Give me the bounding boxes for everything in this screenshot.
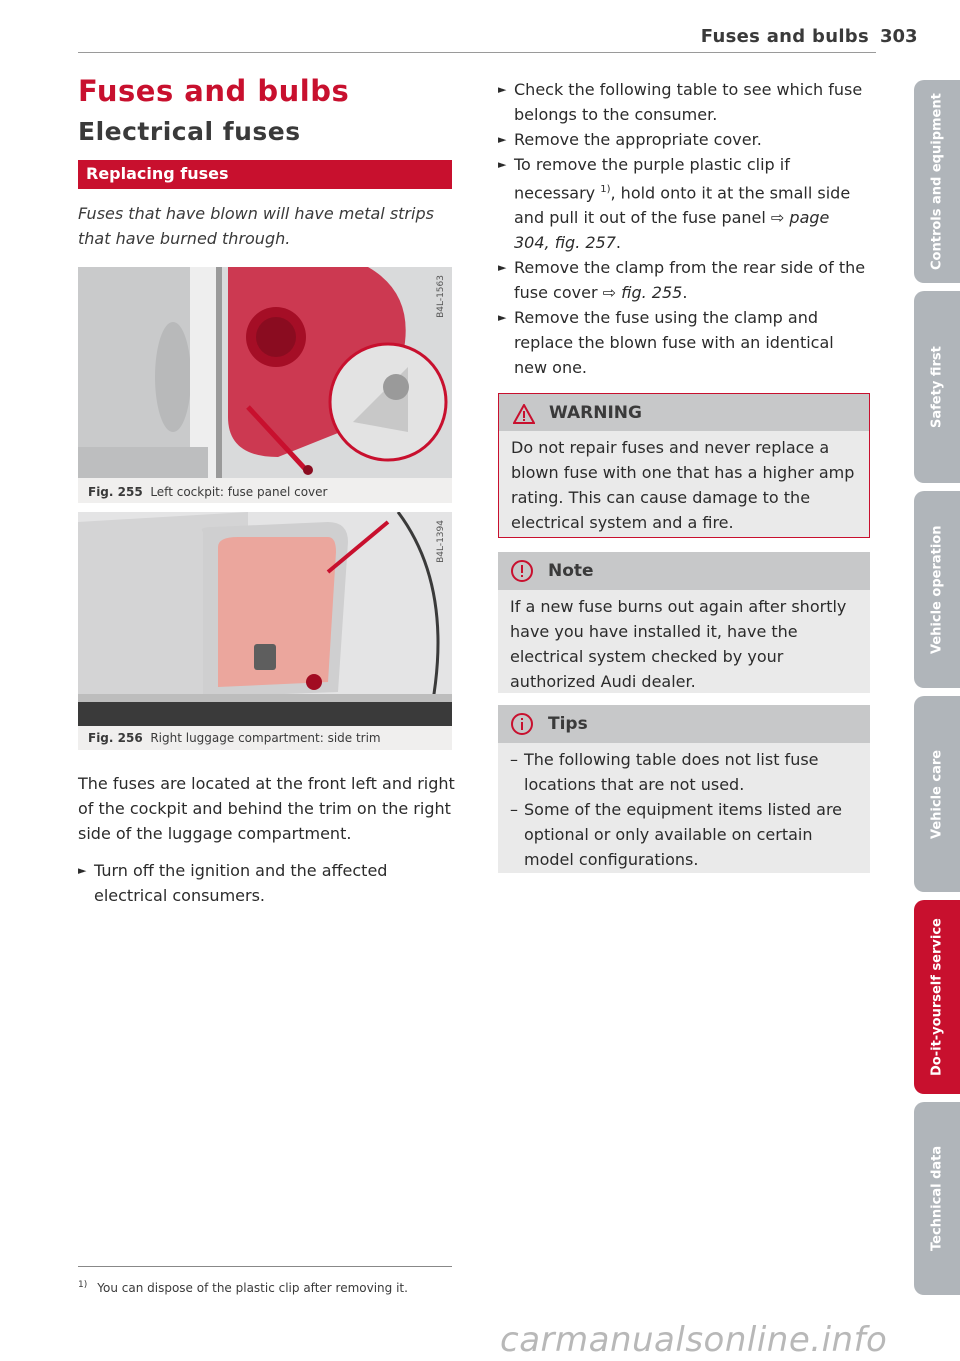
page-reference-link[interactable]: ⇨ page 304, fig. 257 <box>514 208 830 253</box>
warning-body <box>498 431 870 538</box>
warning-text: Do not repair fuses and never replace a blown fuse with one that has a higher amp rating. This can cause damage to the electrical system and a fire. <box>511 438 855 532</box>
watermark: carmanualsonline.info <box>500 1320 888 1360</box>
figure-256-code: B4L-1394 <box>436 520 446 563</box>
ignition-step: ► Turn off the ignition and the affected electrical consumers. <box>78 858 452 908</box>
intro-text: Fuses that have blown will have metal strips that have burned through. <box>78 204 434 248</box>
bullet-arrow-icon: ► <box>498 133 507 146</box>
note-exclamation-icon <box>510 559 534 583</box>
tips-item: – Some of the equipment items listed are optional or only available on certain model configurations. <box>510 800 843 869</box>
side-tab-do-it-yourself-service[interactable]: Do-it-yourself service <box>914 900 960 1094</box>
tips-body <box>498 743 870 873</box>
bullet-arrow-icon: ► <box>498 311 507 325</box>
bullet-arrow-icon: ► <box>498 83 507 96</box>
subsection-banner <box>78 160 452 189</box>
tips-header <box>498 705 870 743</box>
cockpit-fuse-panel-illustration <box>78 267 452 478</box>
luggage-trim-illustration <box>78 512 452 726</box>
step-item: ► Remove the fuse using the clamp and replace the blown fuse with an identical new one. <box>498 305 870 380</box>
bullet-arrow-icon: ► <box>78 864 87 877</box>
footnote-rule <box>78 1266 452 1267</box>
step-item: ► To remove the purple plastic clip if necessary $^{1)}$, hold onto it at the small side and pull it out of the fuse panel ⇨ page 304, fig. 257. <box>498 152 870 255</box>
figure-reference-link[interactable]: ⇨ fig. 255 <box>602 283 683 303</box>
warning-title: WARNING <box>549 403 642 423</box>
warning-triangle-icon <box>513 404 535 424</box>
running-header-title: Fuses and bulbs <box>700 26 869 47</box>
section-heading: Electrical fuses <box>78 117 301 146</box>
side-tab-vehicle-care[interactable]: Vehicle care <box>914 696 960 892</box>
side-tab-technical-data[interactable]: Technical data <box>914 1102 960 1295</box>
step-item: ► Remove the appropriate cover. <box>498 127 870 152</box>
figure-256-caption: Fig. 256 Right luggage compartment: side trim <box>88 731 381 745</box>
note-body <box>498 590 870 693</box>
procedure-steps <box>498 77 870 380</box>
side-tab-vehicle-operation[interactable]: Vehicle operation <box>914 491 960 688</box>
note-text: If a new fuse burns out again after shortly have you have installed it, have the electrical system checked by your authorized Audi dealer. <box>510 597 847 691</box>
bullet-arrow-icon: ► <box>498 158 507 171</box>
fuse-location-paragraph: The fuses are located at the front left and right of the cockpit and behind the trim on the right side of the luggage compartment. <box>78 774 455 843</box>
figure-255-code: B4L-1563 <box>436 275 446 318</box>
tips-title: Tips <box>548 714 588 734</box>
note-header <box>498 552 870 590</box>
warning-header <box>498 393 870 432</box>
bullet-arrow-icon: ► <box>498 261 507 275</box>
tips-info-icon <box>510 712 534 736</box>
side-tab-safety-first[interactable]: Safety first <box>914 291 960 483</box>
tips-item: – The following table does not list fuse locations that are not used. <box>510 750 819 794</box>
figure-256 <box>78 512 452 750</box>
side-tab-controls-and-equipment[interactable]: Controls and equipment <box>914 80 960 283</box>
subsection-heading: Replacing fuses <box>86 164 229 183</box>
step-item: ► Remove the clamp from the rear side of the fuse cover ⇨ fig. 255. <box>498 255 870 305</box>
page-number: 303 <box>880 26 918 47</box>
figure-255-caption: Fig. 255 Left cockpit: fuse panel cover <box>88 485 328 499</box>
note-title: Note <box>548 561 594 581</box>
chapter-heading: Fuses and bulbs <box>78 74 350 108</box>
step-item: ► Check the following table to see which fuse belongs to the consumer. <box>498 77 870 127</box>
figure-255 <box>78 267 452 503</box>
header-rule <box>78 52 876 53</box>
footnote: $^{1)}$ You can dispose of the plastic clip after removing it. <box>78 1280 408 1295</box>
